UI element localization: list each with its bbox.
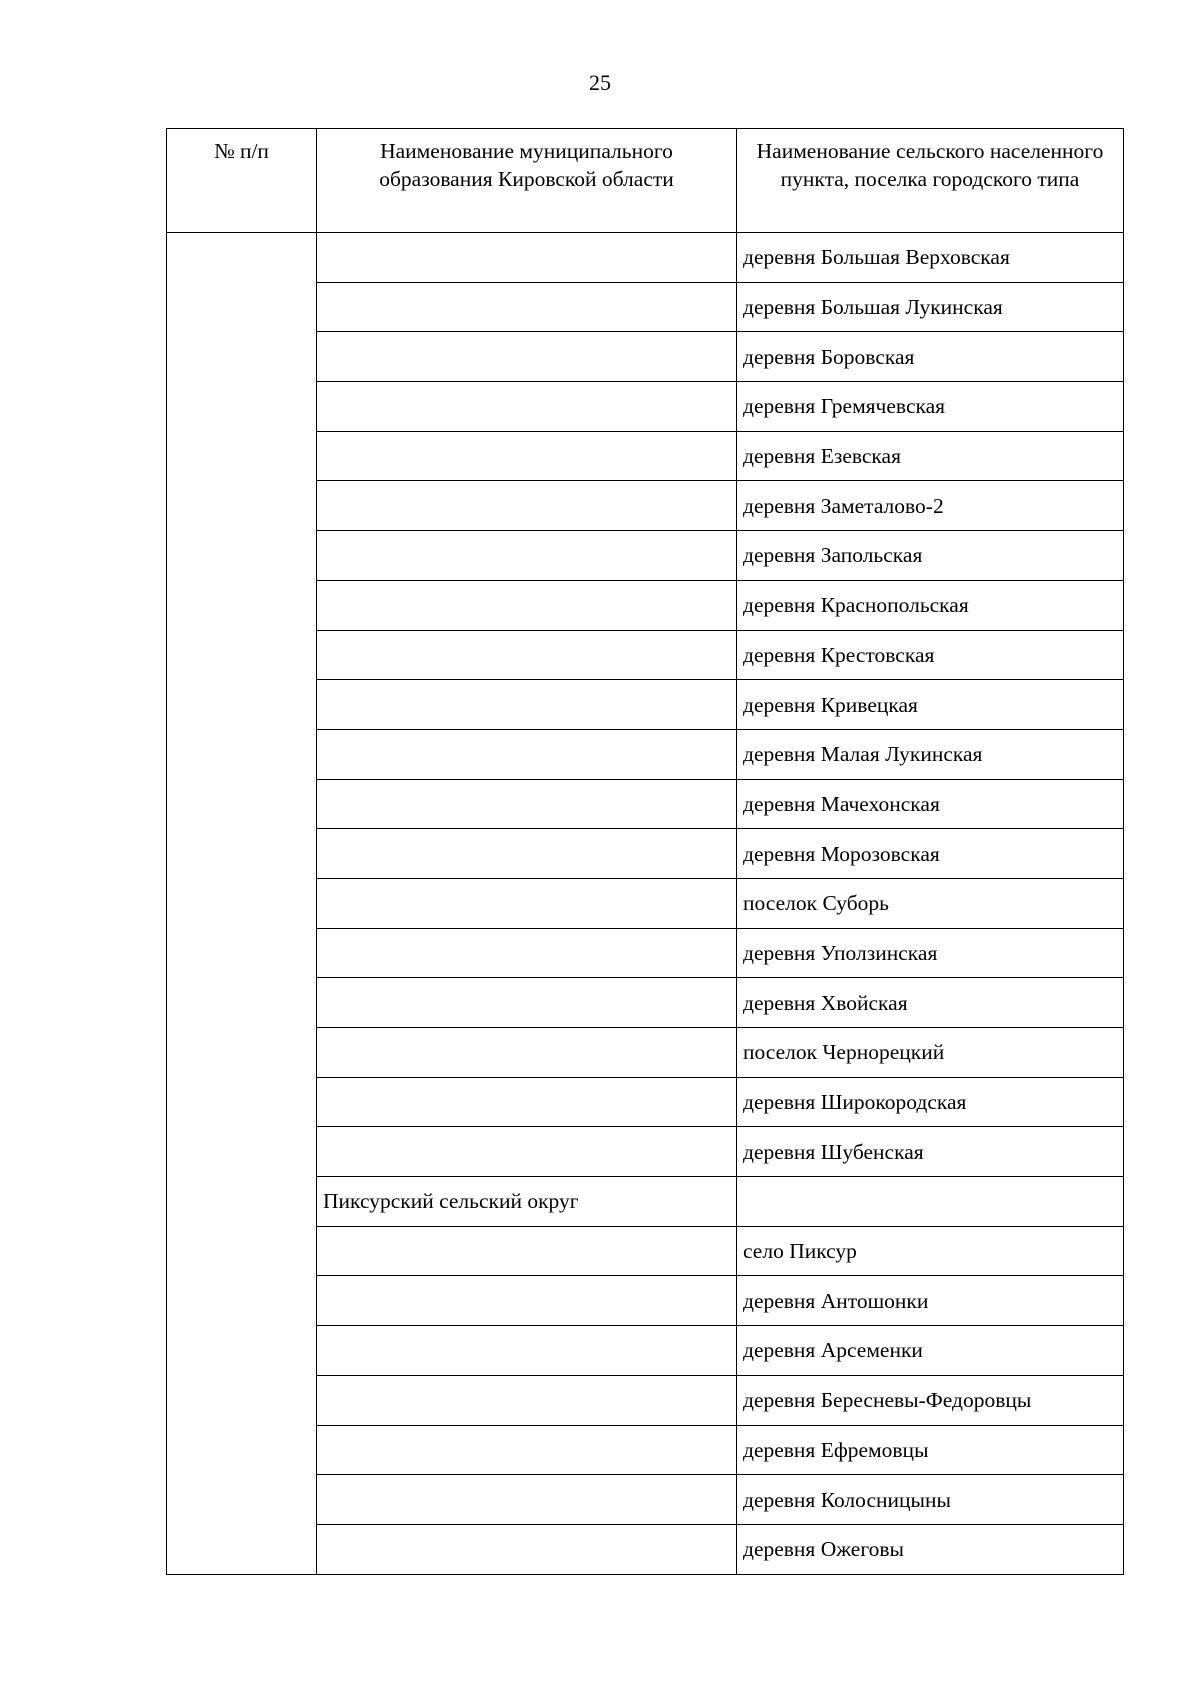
settlement-cell: деревня Заметалово-2	[737, 481, 1124, 531]
settlement-cell	[737, 1177, 1124, 1227]
settlement-cell: деревня Езевская	[737, 431, 1124, 481]
municipality-cell	[317, 1326, 737, 1376]
table-row	[167, 233, 1124, 283]
table-body	[167, 233, 1124, 1575]
settlement-cell: деревня Уползинская	[737, 928, 1124, 978]
settlement-cell: деревня Бересневы-Федоровцы	[737, 1375, 1124, 1425]
municipality-cell	[317, 779, 737, 829]
settlement-cell: деревня Гремячевская	[737, 382, 1124, 432]
municipality-cell	[317, 1077, 737, 1127]
settlement-cell: деревня Широкородская	[737, 1077, 1124, 1127]
municipality-cell	[317, 531, 737, 581]
settlement-cell: деревня Запольская	[737, 531, 1124, 581]
page-number: 25	[589, 70, 611, 95]
settlement-cell: деревня Боровская	[737, 332, 1124, 382]
settlement-cell: деревня Большая Лукинская	[737, 282, 1124, 332]
municipality-cell: Пиксурский сельский округ	[317, 1177, 737, 1227]
settlement-cell: деревня Кривецкая	[737, 680, 1124, 730]
municipality-cell	[317, 1276, 737, 1326]
municipality-cell	[317, 1524, 737, 1574]
municipality-cell	[317, 431, 737, 481]
municipality-cell	[317, 630, 737, 680]
municipality-cell	[317, 282, 737, 332]
municipality-cell	[317, 382, 737, 432]
municipality-cell	[317, 481, 737, 531]
settlement-cell: деревня Морозовская	[737, 829, 1124, 879]
municipality-cell	[317, 928, 737, 978]
municipality-cell	[317, 1375, 737, 1425]
settlement-cell: деревня Большая Верховская	[737, 233, 1124, 283]
settlement-cell: деревня Ефремовцы	[737, 1425, 1124, 1475]
municipality-cell	[317, 680, 737, 730]
header-municipality: Наименование муниципального образования Кировской области	[317, 129, 737, 233]
table-header	[167, 129, 1124, 233]
header-row	[167, 129, 1124, 233]
municipality-cell	[317, 1475, 737, 1525]
settlement-cell: поселок Суборь	[737, 878, 1124, 928]
settlement-cell: деревня Мачехонская	[737, 779, 1124, 829]
settlement-cell: деревня Хвойская	[737, 978, 1124, 1028]
municipality-cell	[317, 1127, 737, 1177]
settlement-cell: деревня Крестовская	[737, 630, 1124, 680]
settlement-cell: деревня Арсеменки	[737, 1326, 1124, 1376]
settlement-cell: село Пиксур	[737, 1226, 1124, 1276]
municipality-cell	[317, 978, 737, 1028]
municipality-cell	[317, 1425, 737, 1475]
settlements-table	[166, 128, 1124, 1575]
municipality-cell	[317, 1028, 737, 1078]
municipality-cell	[317, 729, 737, 779]
municipality-cell	[317, 829, 737, 879]
municipality-cell	[317, 580, 737, 630]
municipality-cell	[317, 1226, 737, 1276]
settlement-cell: деревня Антошонки	[737, 1276, 1124, 1326]
header-settlement: Наименование сельского населенного пункта, поселка городского типа	[737, 129, 1124, 233]
settlement-cell: деревня Шубенская	[737, 1127, 1124, 1177]
settlement-cell: деревня Ожеговы	[737, 1524, 1124, 1574]
municipality-cell	[317, 233, 737, 283]
settlement-cell: деревня Малая Лукинская	[737, 729, 1124, 779]
municipality-cell	[317, 332, 737, 382]
settlement-cell: деревня Колосницыны	[737, 1475, 1124, 1525]
number-cell	[167, 233, 317, 1575]
municipality-cell	[317, 878, 737, 928]
settlement-cell: деревня Краснопольская	[737, 580, 1124, 630]
header-number: № п/п	[167, 129, 317, 233]
settlement-cell: поселок Чернорецкий	[737, 1028, 1124, 1078]
